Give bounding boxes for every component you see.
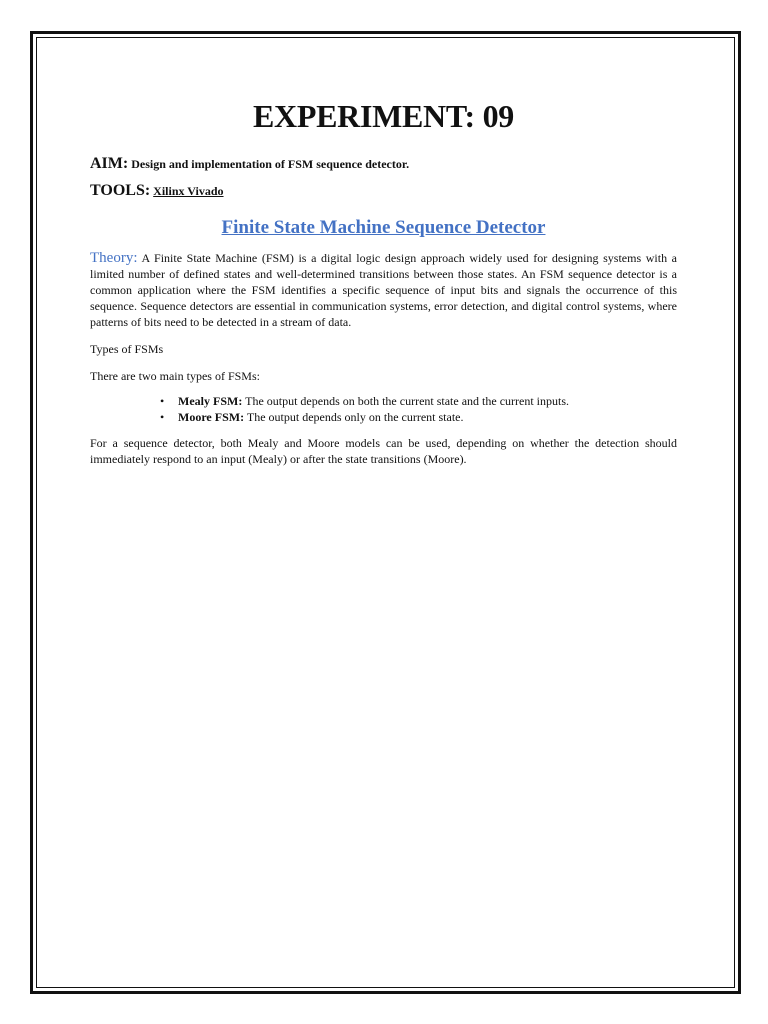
aim-line: [90, 156, 677, 172]
fsm-type-name: Mealy FSM:: [178, 394, 243, 408]
types-intro: There are two main types of FSMs:: [90, 369, 260, 383]
theory-label: Theory:: [90, 250, 138, 266]
theory-paragraph: [90, 250, 677, 330]
theory-text: A Finite State Machine (FSM) is a digital logic design approach widely used for designing systems with a limited number of defined states and well-determined transitions between those states. An FSM sequence detector is a common application where the FSM identifies a specific sequence of input bits and signals the occurrence of this sequence. Sequence detectors are essential in communication systems, error detection, and digital control systems, where patterns of bits need to be detected in a stream of data.: [90, 251, 677, 329]
experiment-title: EXPERIMENT: 09: [253, 98, 514, 134]
document-body: [90, 96, 677, 467]
list-item: [160, 409, 677, 425]
aim-label: AIM:: [90, 155, 129, 172]
tools-value: Xilinx Vivado: [153, 184, 224, 198]
bullet-icon: •: [160, 410, 165, 424]
tools-label: TOOLS:: [90, 182, 151, 199]
closing-paragraph: For a sequence detector, both Mealy and Moore models can be used, depending on whether the detection should immediately respond to an input (Mealy) or after the state transitions (Moore).: [90, 436, 677, 466]
bullet-icon: •: [160, 394, 165, 408]
section-heading: Finite State Machine Sequence Detector: [221, 217, 546, 238]
list-item: [160, 393, 677, 409]
fsm-type-description: The output depends on both the current state and the current inputs.: [245, 394, 570, 408]
fsm-types-list: [90, 393, 677, 425]
aim-text: Design and implementation of FSM sequence detector.: [131, 157, 410, 171]
types-heading: Types of FSMs: [90, 342, 164, 356]
fsm-type-name: Moore FSM:: [178, 410, 245, 424]
tools-line: [90, 182, 677, 200]
fsm-type-description: The output depends only on the current state.: [246, 410, 464, 424]
